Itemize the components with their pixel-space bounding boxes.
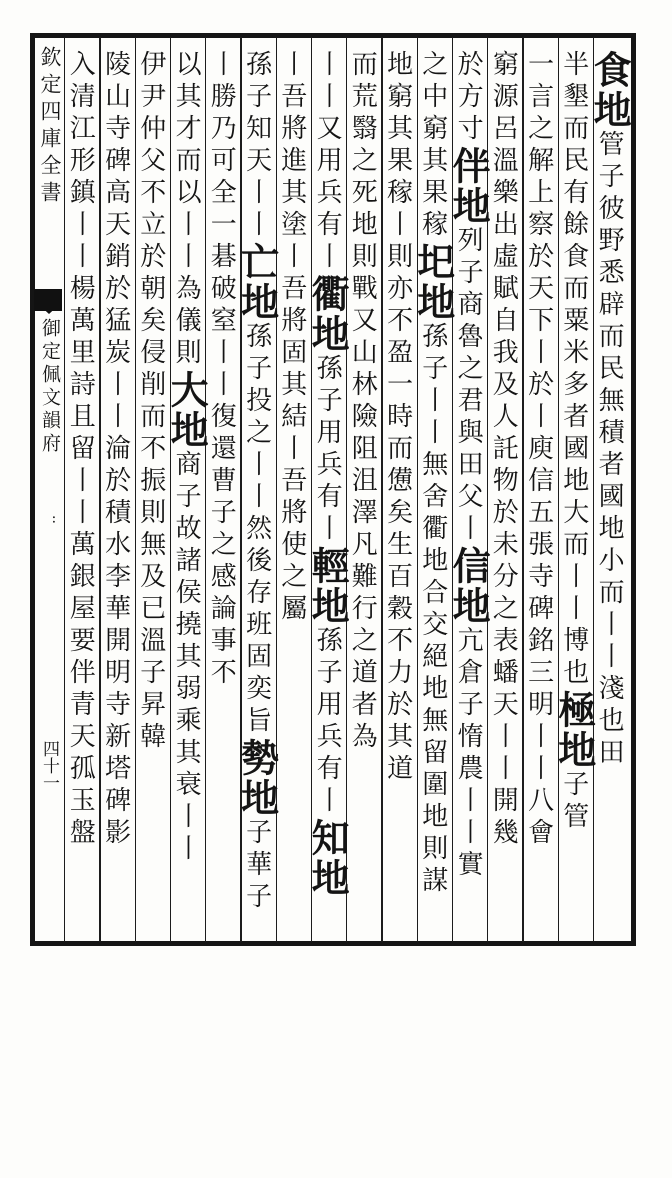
column-text: 之中 (417, 50, 448, 114)
column-text: 孫子丨丨無舍衢地合交絕地無留圍地則謀 (417, 322, 448, 898)
volume-title: 御定佩文韻府 (39, 318, 61, 456)
text-column-15 (101, 50, 133, 930)
text-column-11 (234, 50, 280, 930)
headword: 信地 (446, 546, 492, 626)
text-column-13 (164, 50, 210, 930)
column-text: 丨吾將進其塗 (276, 50, 307, 242)
column-text: 子管 (558, 770, 589, 834)
column-text: 生百穀不力於其道 (382, 530, 413, 786)
text-column-1 (587, 50, 633, 930)
column-text: 孫子用兵有丨 (312, 354, 343, 546)
text-column-10 (278, 50, 310, 930)
headword: 大地 (164, 370, 210, 450)
text-column-14 (137, 50, 169, 930)
column-text: 列子商魯之君與田父丨 (453, 226, 484, 546)
text-column-12 (207, 50, 239, 930)
headword: 極地 (551, 690, 597, 770)
headword: 食地 (587, 50, 633, 130)
book-title: 欽定四庫全書 (38, 46, 62, 208)
column-text: 死地則戰又山林險阻沮澤凡難行之道者為 (347, 178, 378, 754)
text-column-7 (383, 50, 415, 930)
column-text: 孫子知天丨丨 (241, 50, 272, 242)
margin-dots: ·· (45, 515, 61, 524)
headword: 知地 (305, 818, 351, 898)
page-number: 四十一 (39, 740, 59, 791)
column-text: 子華子 (241, 818, 272, 914)
column-text: 孫子用兵有丨 (312, 626, 343, 818)
column-text: 地窮其果稼 (382, 50, 413, 210)
headword: 輕地 (305, 546, 351, 626)
headword: 勢地 (234, 738, 280, 818)
column-text: 而荒翳之 (347, 50, 378, 178)
column-text: 丨則亦不盈一時而憊矣 (382, 210, 413, 530)
column-text: 於方寸 (453, 50, 484, 146)
text-column-2 (551, 50, 597, 930)
column-text: 陵山寺碑高天銷於猛炭丨丨淪於積水李華開明寺新塔碑影 (100, 50, 131, 850)
column-text: 亢倉子惰農丨丨實 (453, 626, 484, 882)
text-column-9 (305, 50, 351, 930)
column-text: 窮源呂溫樂出虛賦自我及人託物於未分之表蟠天丨丨開幾 (488, 50, 519, 850)
text-column-8 (348, 50, 380, 930)
column-text: 以其才而以丨丨為儀則 (171, 50, 202, 370)
text-column-3 (524, 50, 556, 930)
text-column-4 (489, 50, 521, 930)
column-text: 丨吾將固其結 (276, 242, 307, 434)
headword: 圯地 (410, 242, 456, 322)
text-column-16 (66, 50, 98, 930)
fishtail-mark-arrow (36, 302, 62, 314)
column-text: 孫子投之丨丨然後存班固奕旨 (241, 322, 272, 738)
column-text: 商子故諸侯撓其弱乘其衰丨丨 (171, 450, 202, 866)
column-text: 管子彼野悉辟而民無積者國地小而丨丨淺也田 (594, 130, 625, 770)
headword: 伴地 (446, 146, 492, 226)
headword: 亡地 (234, 242, 280, 322)
column-text: 論事不 (206, 594, 237, 690)
text-column-6 (410, 50, 456, 930)
headword: 衢地 (305, 274, 351, 354)
column-text: 丨勝乃可全 (206, 50, 237, 210)
column-text: 一言之解上察於天下丨於丨庾信五張寺碑銘三明丨丨八會 (523, 50, 554, 850)
text-column-5 (446, 50, 492, 930)
column-text: 丨吾將使之屬 (276, 434, 307, 626)
column-text: 窮其 (417, 114, 448, 178)
column-text: 侵削而不振則無及已溫子昇韓 (135, 338, 166, 754)
column-text: 丨丨又用兵有丨 (312, 50, 343, 274)
column-text: 伊尹仲父不立於朝矣 (135, 50, 166, 338)
column-text: 一碁破窒丨丨復還曹子之感 (206, 210, 237, 594)
column-text: 果稼 (417, 178, 448, 242)
column-text: 半墾而民有餘食而粟米多者國地大而丨丨博也 (558, 50, 589, 690)
column-text: 入清江形鎮丨丨楊萬里詩且留丨丨萬銀屋要伴青天孤玉盤 (65, 50, 96, 850)
